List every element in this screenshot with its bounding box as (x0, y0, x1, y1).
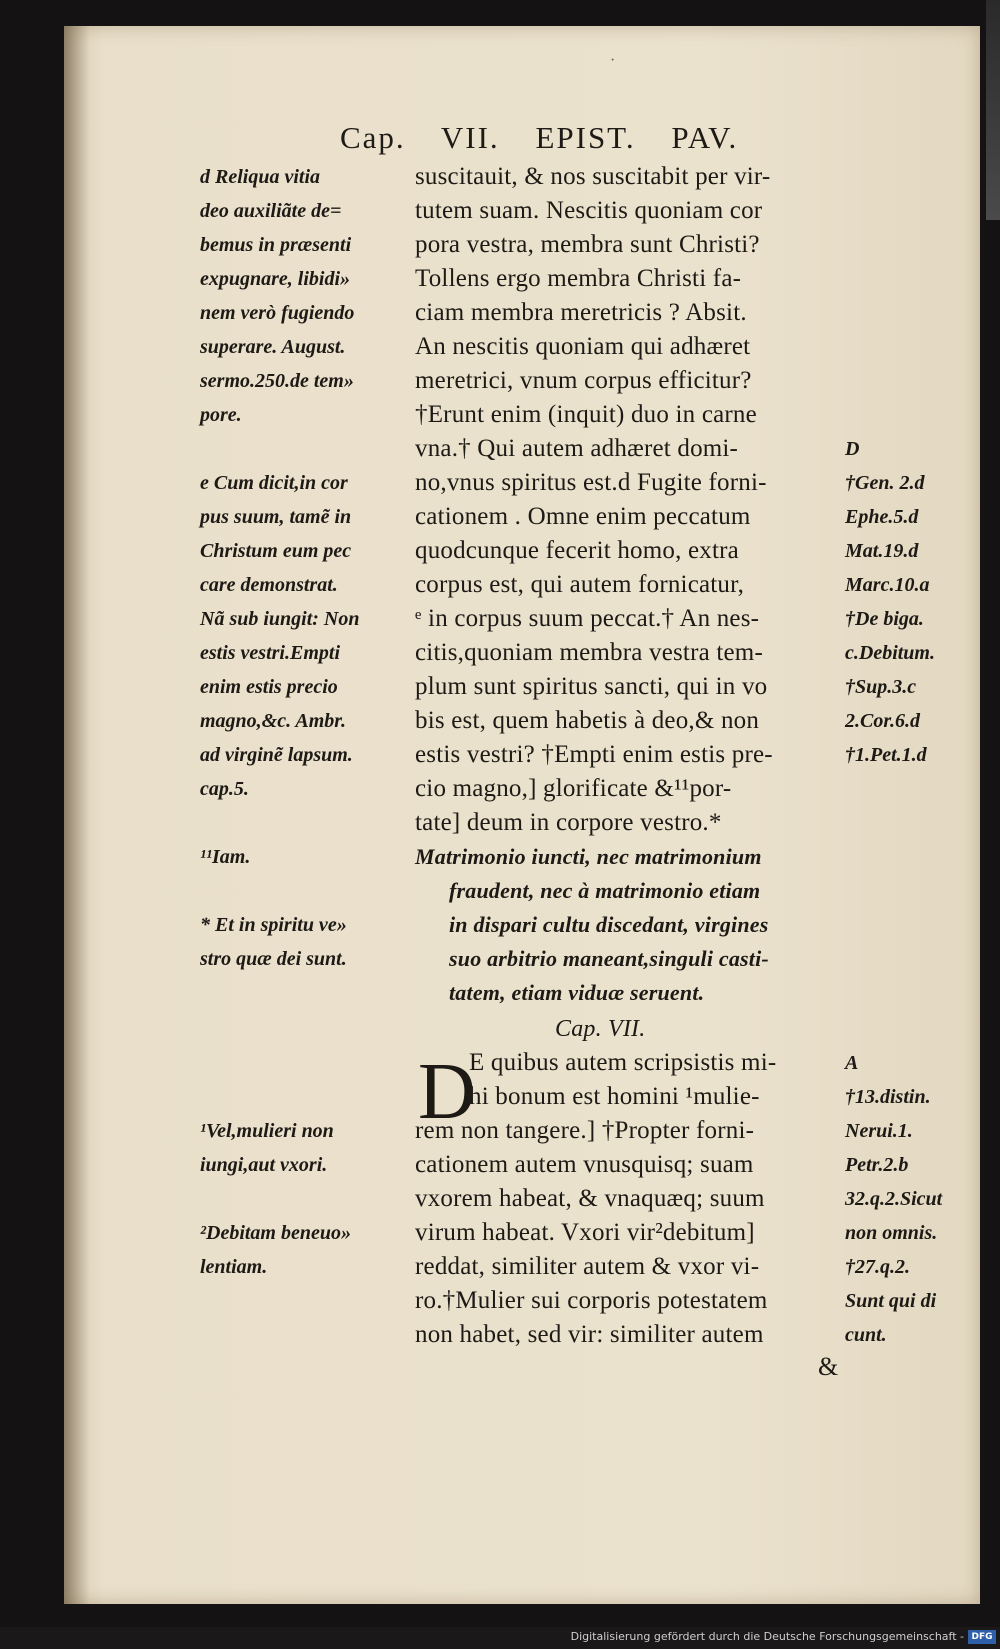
text-line: cunt. (845, 1324, 887, 1346)
text-line: suo arbitrio maneant,singuli casti- (449, 946, 769, 971)
text-line: non habet, sed vir: similiter autem (415, 1321, 764, 1348)
text-line: estis vestri? †Empti enim estis pre- (415, 741, 773, 768)
text-line: meretrici, vnum corpus efficitur? (415, 367, 752, 394)
text-line: 2.Cor.6.d (845, 710, 921, 732)
text-line: expugnare, libidi» (200, 268, 351, 290)
text-line: A (845, 1052, 859, 1074)
text-line: pora vestra, membra sunt Christi? (415, 231, 760, 258)
text-line: cationem autem vnusquisq; suam (415, 1151, 754, 1178)
text-line: c.Debitum. (845, 642, 935, 664)
text-line: Marc.10.a (845, 574, 930, 596)
text-line: stro quæ dei sunt. (200, 948, 347, 970)
text-line: suscitauit, & nos suscitabit per vir- (415, 163, 771, 190)
text-line: †Sup.3.c (845, 676, 917, 698)
text-line: Ephe.5.d (845, 506, 919, 528)
text-line: pore. (200, 404, 242, 426)
text-line: ¹Vel,mulieri non (200, 1120, 334, 1142)
footer-credit: Digitalisierung gefördert durch die Deutsche Forschungsgemeinschaft - (570, 1630, 964, 1643)
text-line: quodcunque fecerit homo, extra (415, 537, 739, 564)
header-numeral: VII. (440, 120, 500, 155)
page-speck: · (610, 52, 616, 69)
text-line: sermo.250.de tem» (200, 370, 354, 392)
text-line: bemus in præsenti (200, 234, 352, 256)
binding-shadow (64, 26, 90, 1604)
text-line: 32.q.2.Sicut (845, 1188, 943, 1210)
text-line: †De biga. (845, 608, 924, 630)
text-line: ²Debitam beneuo» (200, 1222, 351, 1244)
text-line: ro.†Mulier sui corporis potestatem (415, 1287, 768, 1314)
text-line: †Erunt enim (inquit) duo in carne (415, 401, 757, 428)
text-line: bis est, quem habetis à deo,& non (415, 707, 760, 734)
text-line: tate] deum in corpore vestro.* (415, 809, 722, 836)
text-line: lentiam. (200, 1256, 268, 1278)
text-line: superare. August. (200, 336, 346, 358)
text-line: corpus est, qui autem fornicatur, (415, 571, 745, 598)
text-line: Sunt qui di (845, 1290, 937, 1312)
text-line: cationem . Omne enim peccatum (415, 503, 751, 530)
text-line: virum habeat. Vxori vir²debitum] (415, 1219, 755, 1246)
text-line: * Et in spiritu ve» (200, 914, 347, 936)
text-line: care demonstrat. (200, 574, 338, 596)
text-line: cap.5. (200, 778, 249, 800)
text-line: ¹¹Iam. (200, 846, 251, 868)
text-line: An nescitis quoniam qui adhæret (415, 333, 751, 360)
text-line: Matrimonio iuncti, nec matrimonium (415, 844, 762, 869)
text-line: plum sunt spiritus sancti, qui in vo (415, 673, 768, 700)
chapter-heading: Cap. VII. (555, 1016, 646, 1042)
header-chapter: Cap. (340, 120, 406, 155)
dfg-logo-icon: DFG (968, 1630, 996, 1644)
catchword: & (818, 1352, 839, 1381)
text-line: deo auxiliãte de= (200, 200, 342, 222)
text-line: Mat.19.d (845, 540, 919, 562)
text-line: †27.q.2. (845, 1256, 910, 1278)
text-line: rem non tangere.] †Propter forni- (415, 1117, 755, 1144)
text-line: nem verò fugiendo (200, 302, 355, 324)
text-line: tutem suam. Nescitis quoniam cor (415, 197, 763, 224)
text-line: no,vnus spiritus est.d Fugite forni- (415, 469, 767, 496)
text-line: ciam membra meretricis ? Absit. (415, 299, 747, 326)
text-line: fraudent, nec à matrimonio etiam (449, 878, 761, 903)
text-line: estis vestri.Empti (200, 642, 340, 664)
running-header (340, 120, 780, 160)
text-line: E quibus autem scripsistis mi- (469, 1049, 777, 1076)
text-line: Nã sub iungit: Non (200, 608, 360, 630)
text-line: reddat, similiter autem & vxor vi- (415, 1253, 760, 1280)
text-line: vna.† Qui autem adhæret domi- (415, 435, 739, 462)
text-line: vxorem habeat, & vnaquæq; suum (415, 1185, 765, 1212)
text-line: non omnis. (845, 1222, 938, 1244)
header-title: EPIST. (535, 120, 636, 155)
text-line: enim estis precio (200, 676, 338, 698)
drop-capital: D (418, 1048, 476, 1136)
text-line: †1.Pet.1.d (845, 744, 927, 766)
text-line: ᵉ in corpus suum peccat.† An nes- (415, 605, 760, 632)
text-line: Nerui.1. (845, 1120, 913, 1142)
text-line: Christum eum pec (200, 540, 352, 562)
text-line: iungi,aut vxori. (200, 1154, 328, 1176)
text-line: e Cum dicit,in cor (200, 472, 348, 494)
text-line: pus suum, tamẽ in (200, 506, 352, 528)
text-line: Tollens ergo membra Christi fa- (415, 265, 742, 292)
scanner-edge (986, 0, 1000, 220)
text-line: citis,quoniam membra vestra tem- (415, 639, 763, 666)
text-line: †13.distin. (845, 1086, 931, 1108)
text-line: tatem, etiam viduæ seruent. (449, 980, 705, 1005)
text-line: cio magno,] glorificate &¹¹por- (415, 775, 732, 802)
text-line: hi bonum est homini ¹mulie- (469, 1083, 760, 1110)
text-line: in dispari cultu discedant, virgines (449, 912, 769, 937)
text-line: D (845, 438, 860, 460)
text-line: Petr.2.b (845, 1154, 909, 1176)
text-line: magno,&c. Ambr. (200, 710, 346, 732)
header-author: PAV. (671, 120, 739, 155)
text-line: †Gen. 2.d (845, 472, 925, 494)
text-line: ad virginẽ lapsum. (200, 744, 353, 766)
text-line: d Reliqua vitia (200, 166, 320, 188)
